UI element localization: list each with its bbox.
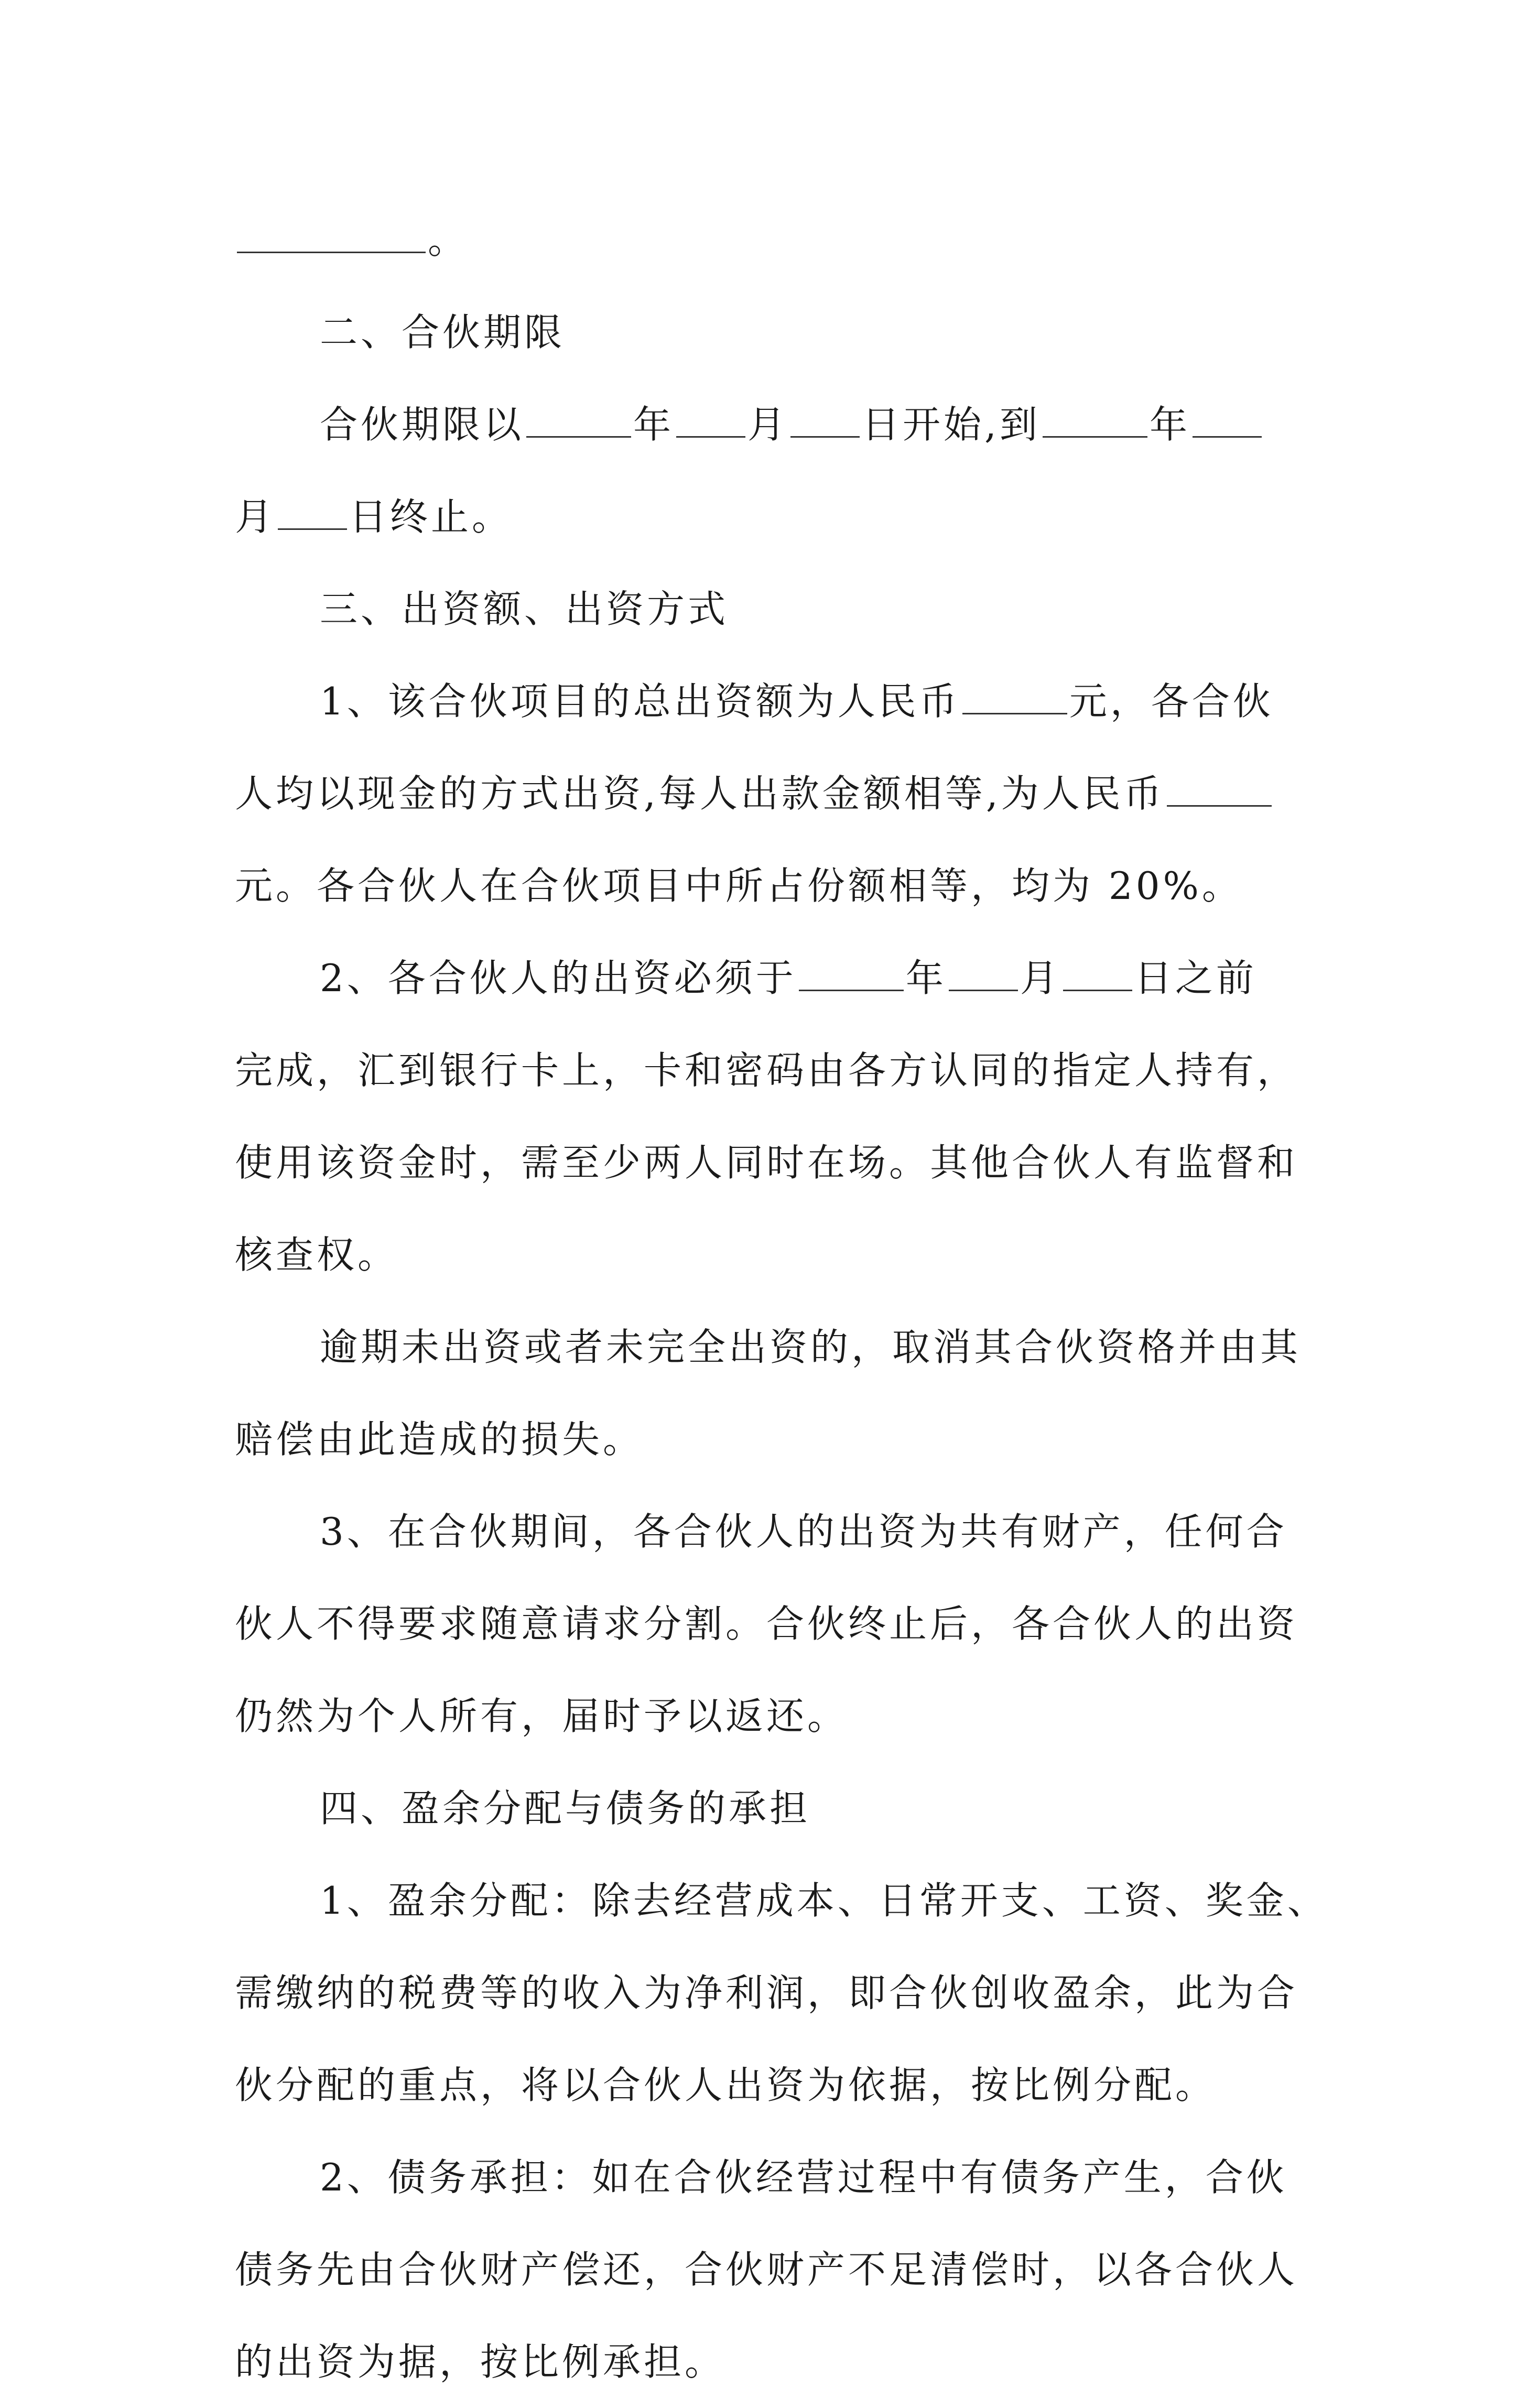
item-4-1-line-3: 伙分配的重点，将以合伙人出资为依据，按比例分配。 — [235, 2063, 1217, 2107]
item-3-1-line-2 — [235, 747, 1299, 840]
text-fragment: 月 — [235, 495, 276, 539]
item-3-2-line-2: 完成，汇到银行卡上，卡和密码由各方认同的指定人持有， — [235, 1048, 1298, 1092]
text-fragment: 日终止。 — [349, 495, 513, 539]
item-3-3-line-3: 仍然为个人所有，届时予以返还。 — [235, 1694, 849, 1738]
item-4-2-line-3: 的出资为据，按比例承担。 — [235, 2340, 726, 2384]
item-4-1-line-1: 1、盈余分配：除去经营成本、日常开支、工资、奖金、 — [320, 1879, 1328, 1923]
fill-blank-year — [799, 956, 904, 991]
text-fragment: 月 — [1020, 956, 1061, 1000]
section-3-heading: 三、出资额、出资方式 — [320, 587, 729, 631]
fill-blank-day — [790, 403, 860, 438]
line-continuation — [235, 194, 1299, 286]
fill-blank-month — [1193, 403, 1262, 438]
item-3-2-line-1 — [235, 932, 1299, 1024]
item-3-1-line-1 — [235, 655, 1299, 747]
text-fragment: 。 — [428, 218, 469, 262]
text-fragment: 2、各合伙人的出资必须于 — [320, 956, 797, 1000]
term-line-1 — [235, 378, 1299, 471]
text-fragment: 年 — [633, 403, 675, 447]
fill-blank-month — [949, 956, 1018, 991]
item-4-2-line-1: 2、债务承担：如在合伙经营过程中有债务产生，合伙 — [320, 2155, 1287, 2199]
fill-blank-amount — [1167, 772, 1272, 807]
overdue-line-2: 赔偿由此造成的损失。 — [235, 1417, 644, 1461]
item-3-2-line-4: 核查权。 — [235, 1233, 399, 1277]
item-3-2-line-3: 使用该资金时，需至少两人同时在场。其他合伙人有监督和 — [235, 1141, 1298, 1185]
text-fragment: 月 — [747, 403, 789, 447]
item-3-1-line-3: 元。各合伙人在合伙项目中所占份额相等，均为 20%。 — [235, 864, 1243, 908]
text-fragment: 合伙期限以 — [320, 403, 525, 447]
term-line-2 — [235, 471, 1299, 563]
text-fragment: 元，各合伙 — [1069, 679, 1274, 723]
text-fragment: 1、该合伙项目的总出资额为人民币 — [320, 679, 960, 723]
item-4-2-line-2: 债务先由合伙财产偿还，合伙财产不足清偿时，以各合伙人 — [235, 2248, 1298, 2292]
text-fragment: 年 — [905, 956, 947, 1000]
fill-blank-year — [1043, 403, 1147, 438]
section-4-heading: 四、盈余分配与债务的承担 — [320, 1786, 811, 1830]
fill-blank-year — [526, 403, 631, 438]
fill-blank-amount — [962, 679, 1067, 714]
fill-blank-day — [1063, 956, 1132, 991]
fill-blank — [237, 218, 426, 253]
item-3-3-line-2: 伙人不得要求随意请求分割。合伙终止后，各合伙人的出资 — [235, 1602, 1298, 1646]
text-fragment: 人均以现金的方式出资,每人出款金额相等,为人民币 — [235, 772, 1165, 816]
section-2-heading: 二、合伙期限 — [320, 310, 566, 354]
fill-blank-month — [676, 403, 745, 438]
item-3-3-line-1: 3、在合伙期间，各合伙人的出资为共有财产，任何合 — [320, 1510, 1287, 1554]
item-4-1-line-2: 需缴纳的税费等的收入为净利润，即合伙创收盈余，此为合 — [235, 1971, 1298, 2015]
text-fragment: 日开始,到 — [862, 403, 1041, 447]
overdue-line-1: 逾期未出资或者未完全出资的，取消其合伙资格并由其 — [320, 1325, 1302, 1369]
document-body — [235, 194, 1328, 2408]
text-fragment: 年 — [1149, 403, 1190, 447]
text-fragment: 日之前 — [1134, 956, 1257, 1000]
fill-blank-day — [278, 495, 347, 530]
